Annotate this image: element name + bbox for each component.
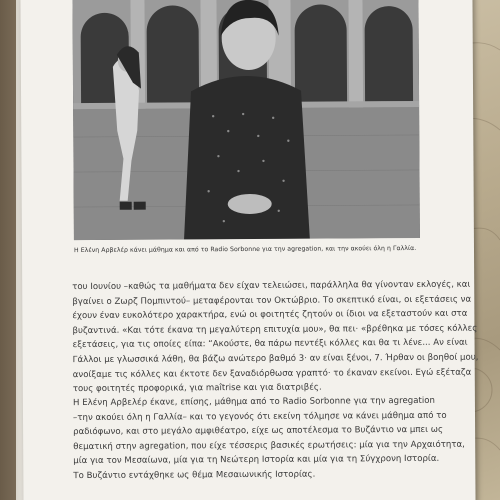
book-page [20, 0, 479, 500]
text-line: έχουν έναν ευκολότερο χαρακτήρα, ενώ οι φοιτητές ζητούν οι ίδιοι να εξεταστούν και στα [72, 308, 468, 322]
photo-caption: Η Ελένη Αρβελέρ κάνει μάθημα και από το Radio Sorbonne για την agregation, και την ακούει όλη η Γαλλία. [73, 244, 417, 255]
text-line: βυζαντινά. «Και τότε έκανα τη μεγαλύτερη επιτυχία μου», θα πει· «βρέθηκα με τόσες κόλλες [72, 323, 478, 336]
text-line: Γάλλοι με γλωσσικά λάθη, θα βάζω ανώτερο βαθμό 3· αν είναι ξένοι, 7. Ήρθαν οι βοηθοί μου, [72, 352, 479, 366]
text-line: μία για τον Μεσαίωνα, μία για τη Νεώτερη Ιστορία και μία για τη Σύγχρονη Ιστορία. [73, 454, 440, 467]
text-line: Το Βυζάντιο εντάχθηκε ως θέμα Μεσαιωνικής Ιστορίας. [73, 469, 316, 482]
text-line: εξετάσεις, για τις οποίες είπα: “Ακούστε, θα πάρω πεντέξι κόλλες και θα τι λένε... Αν είναι [72, 338, 468, 351]
photograph [72, 0, 419, 240]
text-line: τους φοιτητές προφορικά, για maîtrise και για διατριβές. [72, 382, 322, 395]
text-line: θεματική στην agregation, που είχε τέσσερις βασικές ερωτήσεις: μία για την Αρχαιότητα, [73, 439, 465, 452]
text-line: του Ιουνίου –καθώς τα μαθήματα δεν είχαν τελειώσει, παράλληλα θα γίνονταν εκλογές, και [72, 279, 471, 293]
text-line: ραδιόφωνο, και στο μεγάλο αμφιθέατρο, είχε ως αποτέλεσμα το Βυζάντιο να μπει ως [73, 424, 444, 438]
text-line: ανοίξαμε τις κόλλες και έκτοτε δεν ξαναδιόρθωσα γραπτό· το έκαναν εκείνοι. Εγώ εξέταζα [72, 367, 472, 380]
text-line: Η Ελένη Αρβελέρ έκανε, επίσης, μάθημα από το Radio Sorbonne για την agregation [72, 395, 435, 409]
text-line: βγαίνει ο Ζωρζ Πομπιντού– μεταφέρονται τον Οκτώβριο. Το σκεπτικό είναι, οι εξετάσεις να [72, 294, 472, 307]
paragraph-2 [72, 394, 465, 484]
paragraph-1 [72, 278, 479, 397]
text-line: –την ακούει όλη η Γαλλία– και το γεγονός ότι εκείνη τόλμησε να κάνει μάθημα από το [72, 410, 447, 423]
